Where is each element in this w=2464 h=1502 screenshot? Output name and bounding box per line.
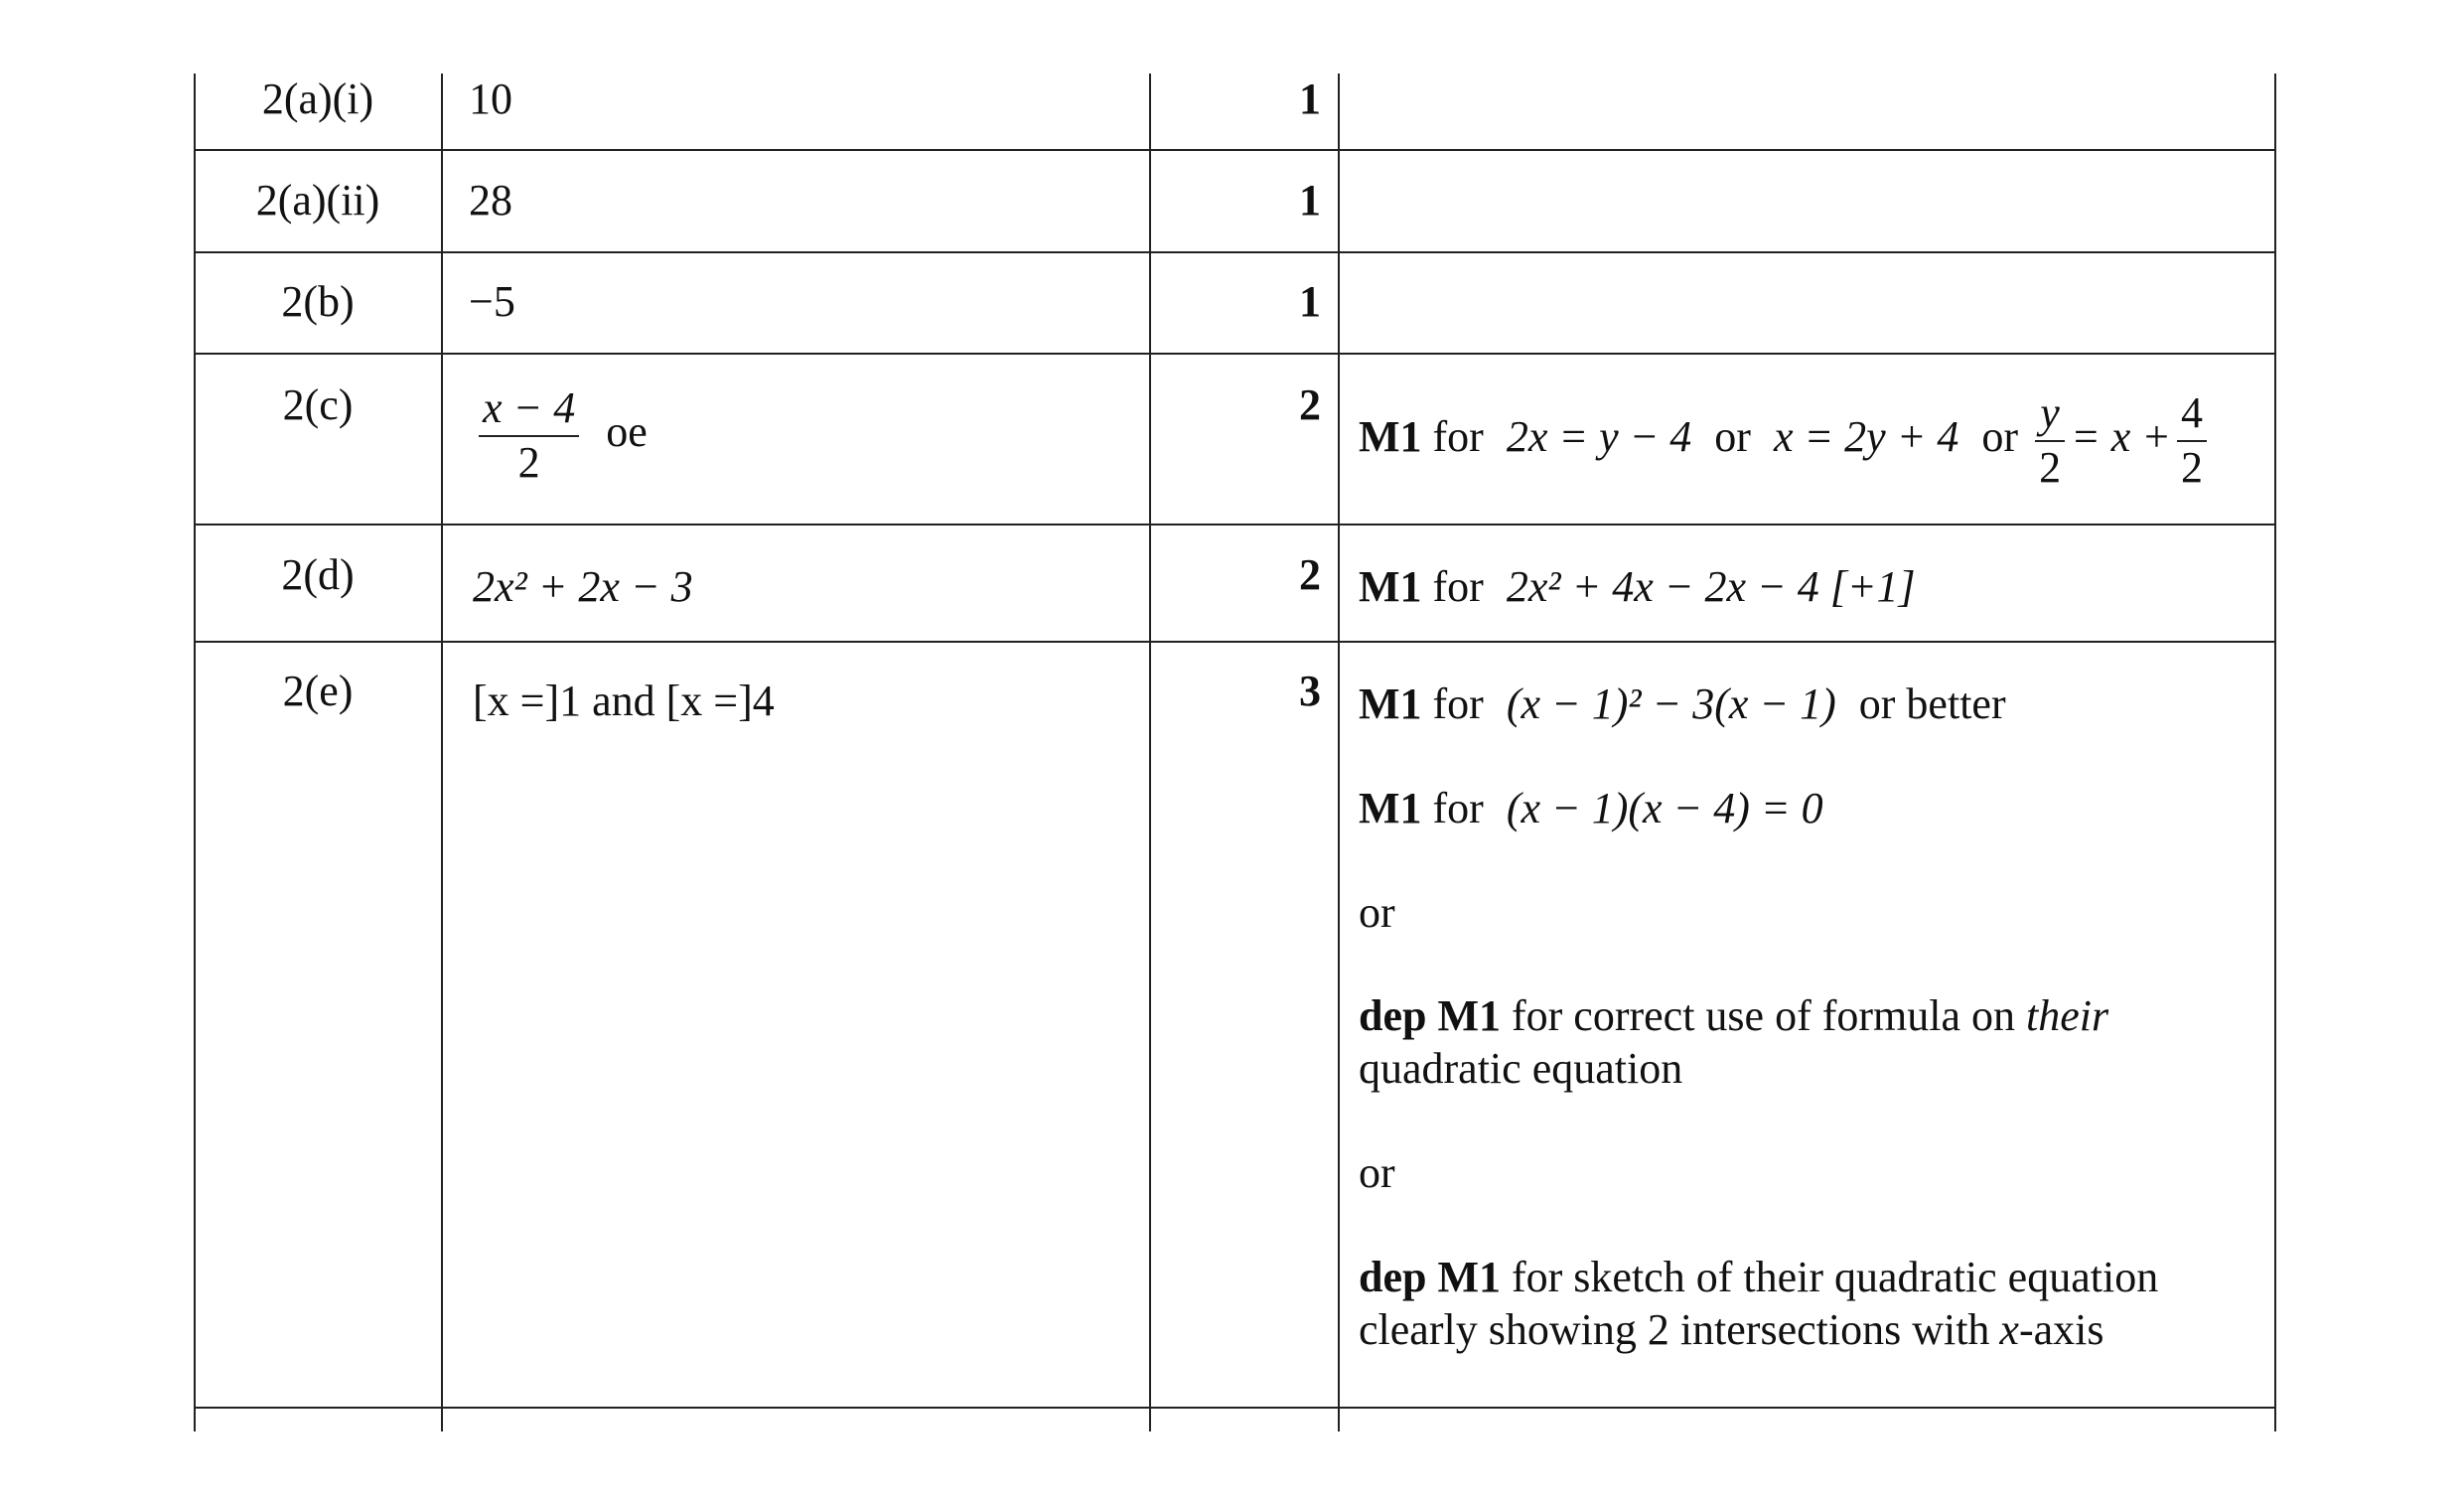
guidance-for: for [1432,679,1484,728]
expression: (x − 1)(x − 4) = 0 [1506,783,1823,832]
table-divider-1 [441,74,443,1431]
table-border-right [2274,74,2276,1431]
row-divider [194,251,2276,253]
question-number: 2(b) [281,277,355,326]
guidance-for: for [1432,783,1484,832]
guidance-text: -axis [2018,1304,2104,1354]
equation: 2x = y − 4 [1506,411,1692,461]
row-divider [194,1407,2276,1409]
row-divider [194,149,2276,151]
guidance-paragraph [1359,783,2252,835]
guidance-text: quadratic equation [1359,1044,1683,1094]
method-mark: dep M1 [1359,991,1501,1041]
guidance-for: for [1432,411,1484,461]
method-mark: M1 [1359,411,1422,461]
fraction-numerator: x − 4 [479,382,579,437]
fraction-numerator: 4 [2177,387,2207,442]
marks: 1 [1299,176,1321,225]
row-divider [194,641,2276,643]
row-divider [194,353,2276,355]
fraction-denominator: 2 [2039,442,2062,492]
answer: 10 [469,75,512,123]
answer: [x =]1 and [x =]4 [473,676,775,725]
marks: 2 [1299,550,1321,599]
fraction-denominator: 2 [517,437,540,487]
answer-suffix: oe [606,406,648,456]
question-number: 2(a)(i) [261,75,374,123]
guidance-text: for correct use of formula on [1512,991,2016,1041]
expression: 2x² + 4x − 2x − 4 [+1] [1506,562,1916,611]
guidance [1359,387,2272,495]
marks: 2 [1299,380,1321,429]
question-number: 2(e) [282,667,354,715]
guidance-text: or better [1858,679,2006,728]
guidance-paragraph [1359,990,2252,1096]
method-mark: M1 [1359,562,1422,611]
guidance-or: or [1981,411,2019,461]
answer: 2x² + 2x − 3 [473,562,693,611]
guidance [1359,678,2252,1356]
fraction-numerator: y [2035,387,2065,442]
guidance-text: for sketch of their quadratic equation clearly showing 2 intersections with [1359,1252,2159,1354]
guidance-paragraph [1359,1252,2252,1357]
guidance-or: or [1714,411,1751,461]
row-divider [194,524,2276,526]
guidance-paragraph [1359,678,2252,731]
expression: (x − 1)² − 3(x − 1) [1506,679,1836,728]
question-number: 2(c) [282,380,354,429]
marks: 1 [1299,277,1321,326]
guidance-or: or [1359,887,1395,937]
equation: = x + [2071,411,2171,461]
answer: 28 [469,176,512,225]
answer: −5 [469,277,515,326]
fraction [2035,387,2065,495]
question-number: 2(a)(ii) [255,176,380,225]
guidance-emphasis: their [2026,991,2109,1041]
equation: x = 2y + 4 [1773,411,1959,461]
marks: 3 [1299,667,1321,715]
guidance [1359,561,2252,614]
fraction [479,382,579,490]
guidance-or: or [1359,1147,1395,1197]
marks: 1 [1299,75,1321,123]
method-mark: M1 [1359,679,1422,728]
question-number: 2(d) [281,550,355,599]
answer-fraction [473,382,648,490]
guidance-for: for [1432,562,1484,611]
method-mark: dep M1 [1359,1252,1501,1301]
method-mark: M1 [1359,783,1422,832]
guidance-emphasis: x [1999,1304,2019,1354]
table-divider-3 [1338,74,1340,1431]
fraction-denominator: 2 [2180,442,2203,492]
fraction [2177,387,2207,495]
